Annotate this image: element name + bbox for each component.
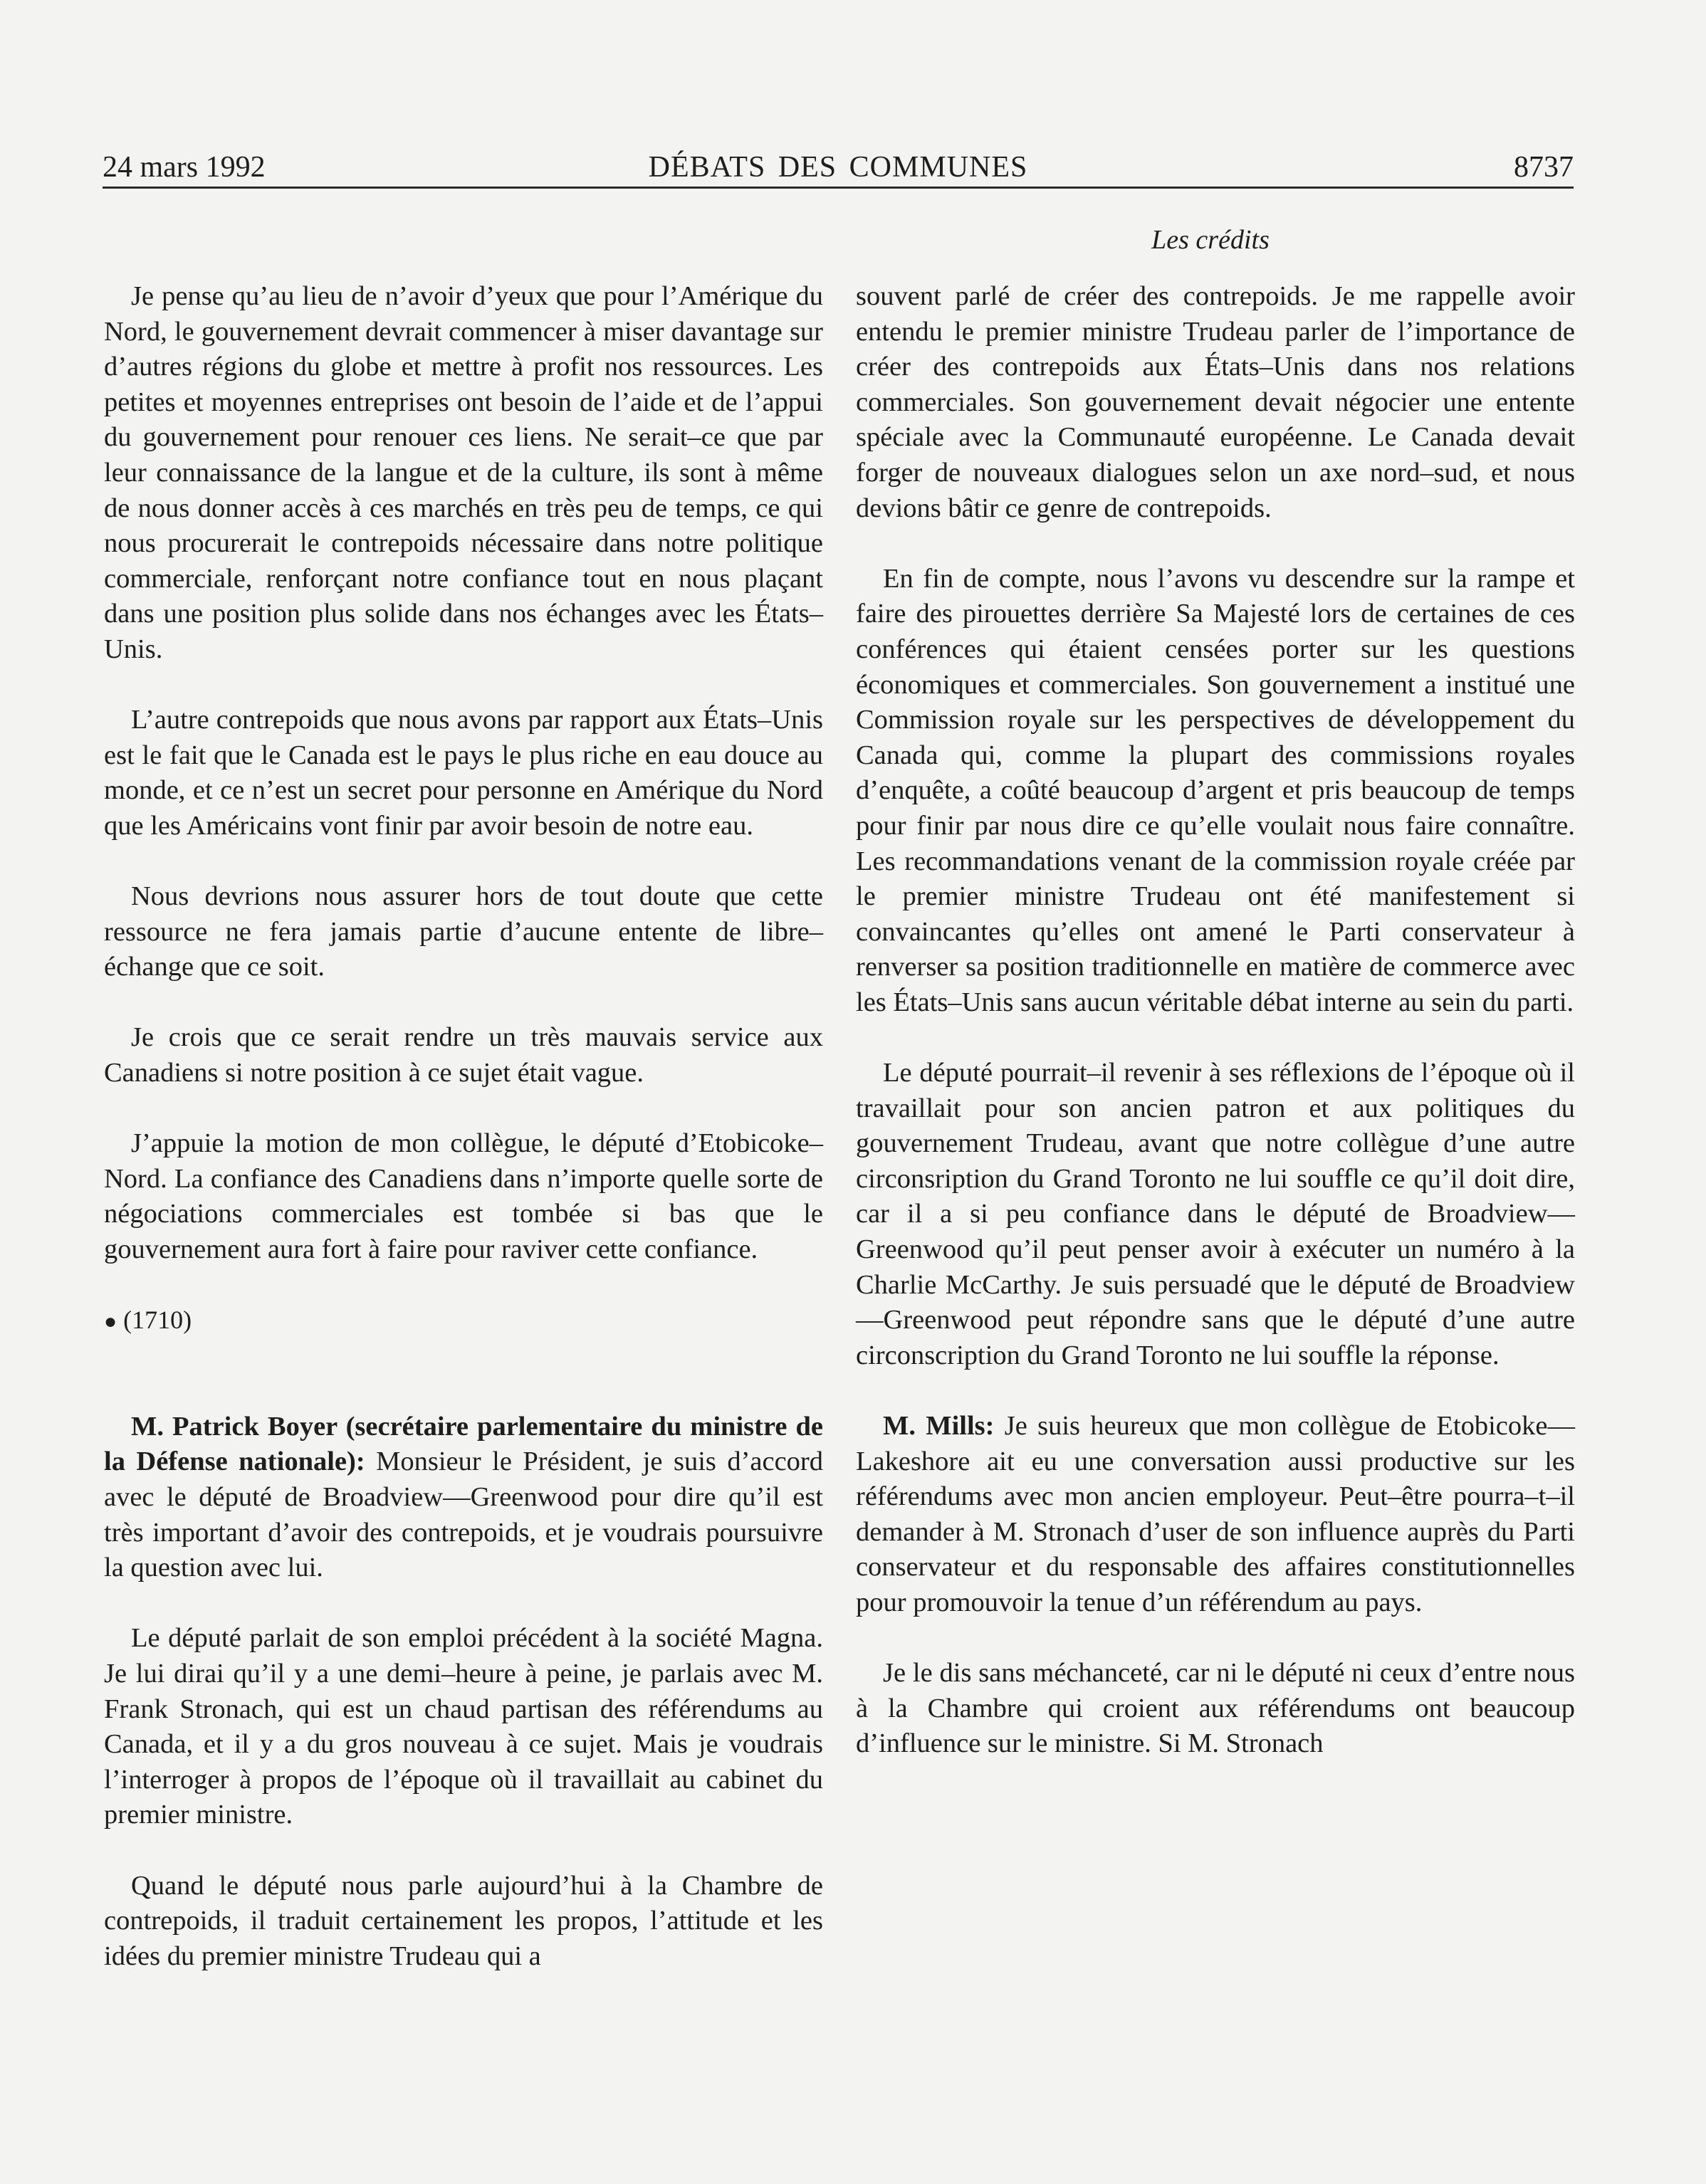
speech-paragraph (856, 1409, 1575, 1621)
paragraph: Quand le député nous parle aujourd’hui à la Chambre de contrepoids, il traduit certainement les propos, l’attitude et les idées du premier ministre Trudeau qui a (104, 1870, 823, 1971)
header-date: 24 mars 1992 (103, 151, 266, 184)
running-header (103, 146, 1574, 189)
paragraph: Je crois que ce serait rendre un très mauvais service aux Canadiens si notre position à ce sujet était vague. (104, 1022, 823, 1088)
speaker-name: M. Patrick Boyer (secrétaire parlementaire du ministre de la Défense nationale): (104, 1411, 823, 1477)
paragraph: Nous devrions nous assurer hors de tout doute que cette ressource ne fera jamais partie d’aucune entente de libre–échange que ce soit. (104, 881, 823, 982)
bullet-icon: ● (104, 1310, 117, 1334)
speech-paragraph (104, 1409, 823, 1586)
paragraph: Je le dis sans méchanceté, car ni le député ni ceux d’entre nous à la Chambre qui croient aux référendums ont beaucoup d’influence sur le ministre. Si M. Stronach (856, 1658, 1575, 1759)
header-title: DÉBATS DES COMMUNES (648, 151, 1028, 184)
header-rule (103, 187, 1574, 189)
page-number: 8737 (1514, 151, 1574, 184)
paragraph: souvent parlé de créer des contrepoids. Je me rappelle avoir entendu le premier ministre Trudeau parler de l’importance de créer des contrepoids aux États–Unis dans nos relations commerciales. Son gouvernement devait négocier une entente spéciale avec la Communauté européenne. Le Canada devait forger de nouveaux dialogues selon un axe nord–sud, et nous devions bâtir ce genre de contrepoids. (856, 281, 1575, 523)
right-column (856, 279, 1575, 1797)
paragraph: J’appuie la motion de mon collègue, le député d’Etobicoke–Nord. La confiance des Canadiens dans n’importe quelle sorte de négociations commerciales est tombée si bas que le gouvernement aura fort à faire pour raviver cette confiance. (104, 1128, 823, 1265)
paragraph: L’autre contrepoids que nous avons par rapport aux États–Unis est le fait que le Canada est le pays le plus riche en eau douce au monde, et ce n’est un secret pour personne en Amérique du Nord que les Américains vont finir par avoir besoin de notre eau. (104, 705, 823, 841)
speech-text: Monsieur le Président, je suis d’accord avec le député de Broadview—Greenwood pour dire qu’il est très important d’avoir des contrepoids, et je voudrais poursuivre la question avec lui. (104, 1447, 823, 1583)
left-column (104, 279, 823, 2010)
speech-text: Je suis heureux que mon collègue de Etobicoke—Lakeshore ait eu une conversation aussi productive sur les référendums avec mon ancien employeur. Peut–être pourra–t–il demander à M. Stronach d’user de son influence auprès du Parti conservateur et du responsable des affaires constitutionnelles pour promouvoir la tenue d’un référendum au pays. (856, 1411, 1575, 1617)
speaker-name: M. Mills: (883, 1411, 995, 1441)
paragraph: Le député parlait de son emploi précédent à la société Magna. Je lui dirai qu’il y a une demi–heure à peine, je parlais avec M. Frank Stronach, qui est un chaud partisan des référendums au Canada, et il y a du gros nouveau à ce sujet. Mais je voudrais l’interroger à propos de l’époque où il travaillait au cabinet du premier ministre. (104, 1623, 823, 1830)
paragraph: En fin de compte, nous l’avons vu descendre sur la rampe et faire des pirouettes derrière Sa Majesté lors de certaines de ces conférences qui étaient censées porter sur les questions économiques et commerciales. Son gouvernement a institué une Commission royale sur les perspectives de développement du Canada qui, comme la plupart des commissions royales d’enquête, a coûté beaucoup d’argent et pris beaucoup de temps pour finir par nous dire ce qu’elle voulait nous faire connaître. Les recommandations venant de la commission royale créée par le premier ministre Trudeau ont été manifestement si convaincantes qu’elles ont amené le Parti conservateur à renverser sa position traditionnelle en matière de commerce avec les États–Unis sans aucun véritable débat interne au sein du parti. (856, 563, 1575, 1017)
paragraph: Le député pourrait–il revenir à ses réflexions de l’époque où il travaillait pour son ancien patron et aux politiques du gouvernement Trudeau, avant que notre collègue d’une autre circonsription du Grand Toronto ne lui souffle ce qu’il doit dire, car il a si peu confiance dans le député de Broadview—Greenwood qu’il peut penser avoir à exécuter un numéro à la Charlie McCarthy. Je suis persuadé que le député de Broadview—Greenwood peut répondre sans que le député d’une autre circonscription du Grand Toronto ne lui souffle la réponse. (856, 1058, 1575, 1370)
timestamp: (1710) (123, 1306, 192, 1335)
timestamp-marker (104, 1303, 823, 1340)
section-subheader: Les crédits (1151, 225, 1270, 255)
paragraph: Je pense qu’au lieu de n’avoir d’yeux que pour l’Amérique du Nord, le gouvernement devrait commencer à miser davantage sur d’autres régions du globe et mettre à profit nos ressources. Les petites et moyennes entreprises ont besoin de l’aide et de l’appui du gouvernement pour renouer ces liens. Ne serait–ce que par leur connaissance de la langue et de la culture, ils sont à même de nous donner accès à ces marchés en très peu de temps, ce qui nous procurerait le contrepoids nécessaire dans notre politique commerciale, renforçant notre confiance tout en nous plaçant dans une position plus solide dans nos échanges avec les États–Unis. (104, 281, 823, 664)
